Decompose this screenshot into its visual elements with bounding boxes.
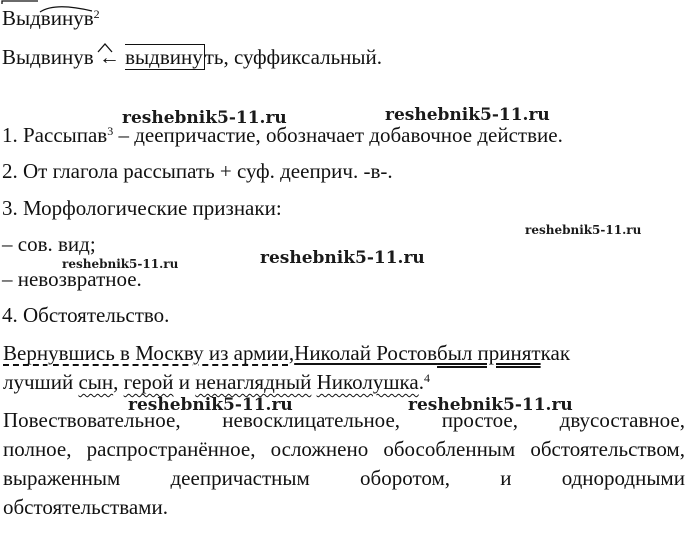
- analysis-line-5: – невозвратное.: [2, 267, 142, 291]
- description-line-1: Повествовательное, невосклицательное, простое, двусоставное,: [3, 408, 685, 432]
- watermark: reshebnik5-11.ru: [122, 108, 287, 128]
- derivation-suffix-mark: [96, 42, 116, 54]
- derivation-line: [2, 45, 382, 69]
- predicate: был принят: [437, 341, 541, 365]
- description-line-2: полное, распространённое, осложнено обособленным обстоятельством,: [3, 437, 685, 461]
- analysis-line-4: – сов. вид;: [2, 232, 96, 256]
- analysis-line-6: 4. Обстоятельство.: [2, 303, 170, 327]
- description-line-4: обстоятельствами.: [3, 495, 168, 519]
- watermark: reshebnik5-11.ru: [525, 223, 642, 237]
- apposition-nikolushka: Николушка: [316, 370, 419, 394]
- heading-footnote: 2: [93, 7, 100, 21]
- root-arc: [40, 7, 92, 12]
- watermark: reshebnik5-11.ru: [385, 105, 550, 125]
- watermark: reshebnik5-11.ru: [260, 248, 425, 268]
- ending-bracket: [2, 1, 38, 4]
- adverbial-phrase: Вернувшись в Москву из армии: [3, 341, 289, 365]
- apposition-son: сын: [78, 370, 114, 394]
- watermark: reshebnik5-11.ru: [408, 395, 573, 415]
- sentence-line-2: лучший сын, герой и ненаглядный Николушка.$^4$: [3, 370, 430, 394]
- footnote-3: 3: [107, 124, 114, 138]
- sentence-line-1: Вернувшись в Москву из армии,Николай Ростовбыл приняткак: [3, 341, 571, 365]
- heading-morpheme-marks: [0, 0, 120, 14]
- source-word-stem: выдвину: [125, 45, 203, 69]
- analysis-line-3: 3. Морфологические признаки:: [2, 196, 282, 220]
- definition-word: ненаглядный: [195, 370, 312, 394]
- derivation-word: Выдвинув: [2, 45, 94, 69]
- description-line-3: выраженным деепричастным оборотом, и однородными: [3, 466, 685, 490]
- footnote-4: 4: [423, 371, 430, 385]
- analysis-line-2: 2. От глагола рассыпать + суф. дееприч. -в-.: [2, 159, 393, 183]
- analysis-line-1: 1. Рассыпав$^3$ – деепричастие, обозначает добавочное действие.: [2, 123, 563, 147]
- subject: Николай Ростов: [294, 341, 438, 365]
- arrow-left: ←: [98, 45, 120, 69]
- watermark: reshebnik5-11.ru: [62, 257, 179, 271]
- derivation-tail: , суффиксальный.: [223, 45, 382, 69]
- apposition-hero: герой: [123, 370, 174, 394]
- heading-word: Выдвинув: [2, 6, 94, 30]
- watermark: reshebnik5-11.ru: [128, 395, 293, 415]
- source-word-ending: ть: [204, 45, 224, 69]
